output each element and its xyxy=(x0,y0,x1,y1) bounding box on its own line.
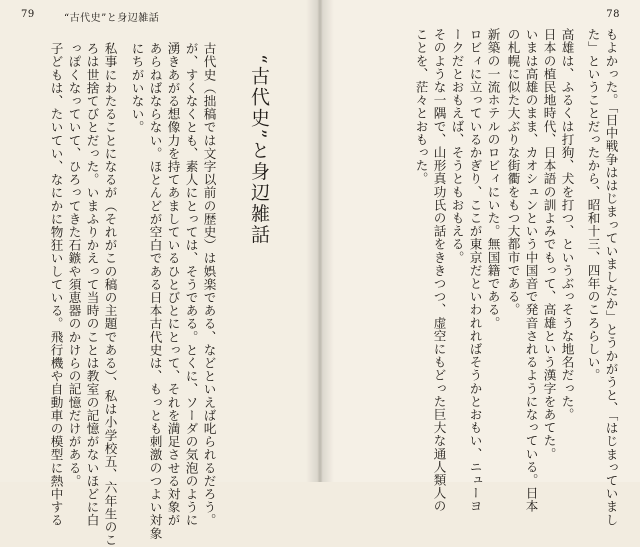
body-line: そのような一隅で、山形真功氏の話をききつつ、虚空にもどった巨大な通人類人の xyxy=(431,28,447,513)
body-line: た」ということだったから、昭和十三、四年のころらしい。 xyxy=(585,28,601,382)
body-line: にちがいない。 xyxy=(129,42,145,134)
body-line: いまは高雄のまま、カオシュンという中国音で発音されるようになっている。日本 xyxy=(523,28,539,513)
body-line: ことを、茫々とおもった。 xyxy=(413,28,429,186)
page-number-left: 79 xyxy=(21,9,35,20)
body-line: が、すくなくとも、素人にとっては、そうである。とくに、ソーダの気泡のように xyxy=(183,42,199,527)
body-line: 高雄は、ふるくは打狗、犬を打つ、というぶっそうな地名だった。 xyxy=(559,28,575,421)
body-line: 古代史（拙稿では文字以前の歴史）は娯楽である、などといえば叱られるだろう。 xyxy=(201,42,217,527)
left-page xyxy=(0,0,318,547)
body-line: もよかった。「日中戦争ははじまっていましたか」とうかがうと、「はじまっていまし xyxy=(603,28,619,527)
body-line: 湧きあがる想像力を持てあましているひとびとにとって、それを満足させる対象が xyxy=(165,42,181,527)
body-line: 新築の一流ホテルのロビィにいた。無国籍である。 xyxy=(485,28,501,330)
right-page xyxy=(322,0,640,527)
body-line: ロビィに立っているかぎり、ここが東京だといわれればそうかとおもい、ニューヨ xyxy=(467,28,483,513)
running-head: “古代史”と身辺雑話 xyxy=(64,13,160,24)
body-line: の札幌に似た大ぶりな街衢をもつ大都市である。 xyxy=(505,28,521,317)
body-line: 私事にわたることになるが（それがこの稿の主題である）、私は小学校五、六年生のこ xyxy=(102,42,118,547)
body-line: ークだとおもえば、そうともおもえる。 xyxy=(449,28,465,264)
book-gutter xyxy=(306,0,334,482)
body-line: 子どもは、たいてい、なにかに物狂いしている。飛行機や自動車の模型に熱中する xyxy=(48,42,64,527)
body-line: っぽくなっていて、ひろってきた石鏃や須恵器のかけらの記憶だけがある。 xyxy=(66,42,82,488)
body-line: あらねばならない。ほとんどが空白である日本古代史は、もっとも刺激のつよい対象 xyxy=(147,42,163,540)
page-number-right: 78 xyxy=(606,9,620,20)
essay-title: “古代史”と身辺雑話 xyxy=(248,54,270,246)
body-line: ろは世捨てびとだった。いまふりかえって当時のことは教室の記憶がないほどに白 xyxy=(84,42,100,527)
body-line: 日本の植民地時代、日本語の訓よみでもって、高雄という漢字をあてた。 xyxy=(541,28,557,461)
